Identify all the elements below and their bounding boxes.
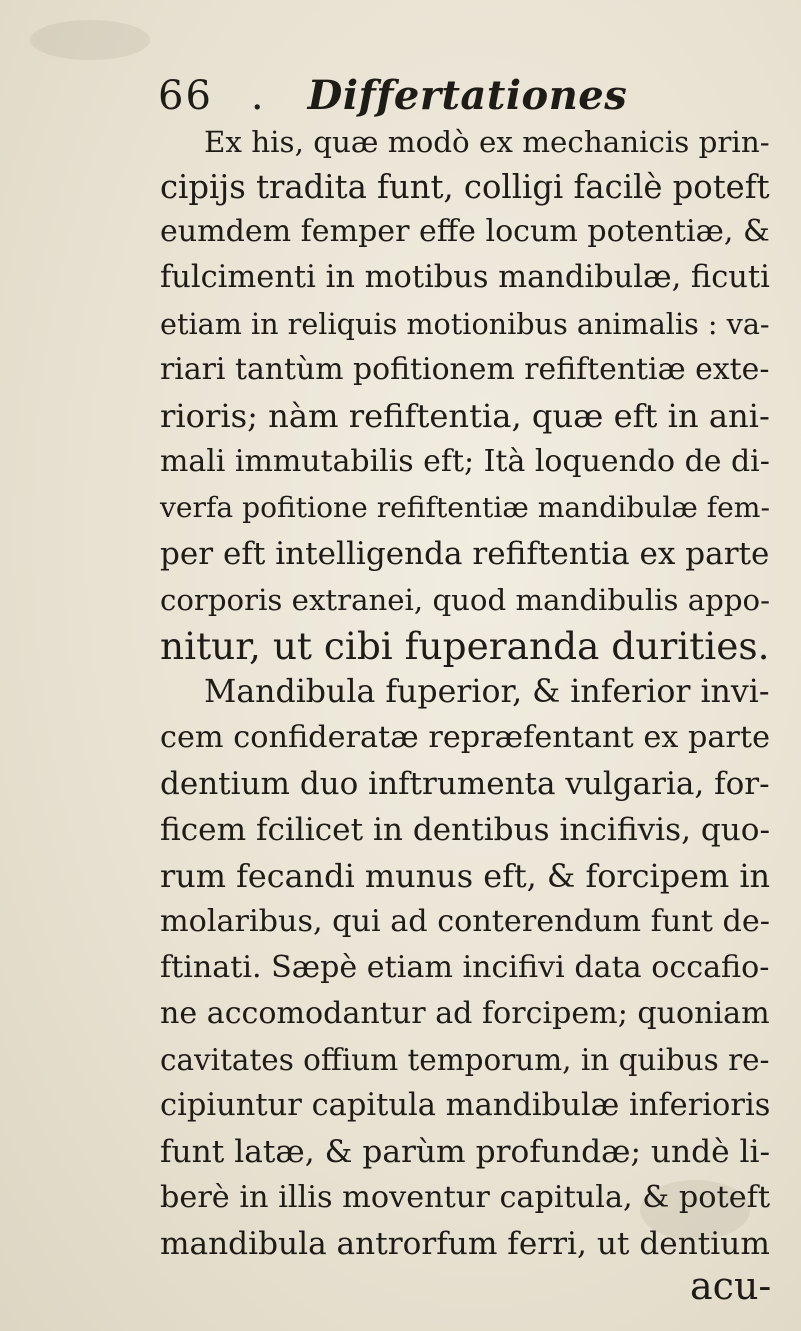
text-line: cavitates offium temporum, in quibus re- bbox=[160, 1043, 770, 1077]
text-line: dentium duo inftrumenta vulgaria, for- bbox=[160, 766, 770, 802]
text-line: riari tantùm pofitionem refiftentiæ exte- bbox=[160, 352, 770, 387]
text-line: cipiuntur capitula mandibulæ inferioris bbox=[160, 1088, 771, 1123]
text-line: molaribus, qui ad conterendum funt de- bbox=[160, 904, 770, 939]
text-line: eumdem femper effe locum potentiæ, & bbox=[160, 214, 770, 249]
text-line: fulcimenti in motibus mandibulæ, ficuti bbox=[160, 260, 770, 295]
text-line: verfa pofitione refiftentiæ mandibulæ fem- bbox=[160, 491, 770, 524]
header-separator: . bbox=[250, 73, 264, 119]
text-line: Mandibula fuperior, & inferior invi- bbox=[204, 674, 770, 710]
text-line: ftinati. Sæpè etiam incifivi data occafio- bbox=[160, 950, 770, 985]
text-line: berè in illis moventur capitula, & poteft bbox=[160, 1180, 771, 1215]
text-line: ne accomodantur ad forcipem; quoniam bbox=[160, 996, 770, 1031]
catchword: acu- bbox=[690, 1264, 772, 1308]
text-line: mali immutabilis eft; Ità loquendo de di- bbox=[160, 444, 770, 479]
text-line: nitur, ut cibi fuperanda durities. bbox=[160, 624, 770, 668]
text-line: per eft intelligenda refiftentia ex parte bbox=[160, 536, 770, 572]
text-line: cem confideratæ repræfentant ex parte bbox=[160, 720, 771, 755]
text-line: etiam in reliquis motionibus animalis : va- bbox=[160, 307, 770, 341]
text-line: rioris; nàm refiftentia, quæ eft in ani- bbox=[160, 397, 770, 435]
text-line: mandibula antrorfum ferri, ut dentium bbox=[160, 1226, 770, 1262]
text-line: Ex his, quæ modò ex mechanicis prin- bbox=[204, 125, 770, 159]
text-line: corporis extranei, quod mandibulis appo- bbox=[160, 583, 770, 617]
paper-stain bbox=[30, 20, 150, 60]
running-title: Differtationes bbox=[307, 72, 628, 119]
text-line: rum fecandi munus eft, & forcipem in bbox=[160, 857, 771, 895]
text-line: ficem fcilicet in dentibus incifivis, quo- bbox=[160, 812, 771, 848]
page-number: 66 bbox=[158, 73, 213, 119]
text-line: cipijs tradita funt, colligi facilè poteft bbox=[160, 168, 770, 206]
text-line: funt latæ, & parùm profundæ; undè li- bbox=[160, 1134, 771, 1170]
